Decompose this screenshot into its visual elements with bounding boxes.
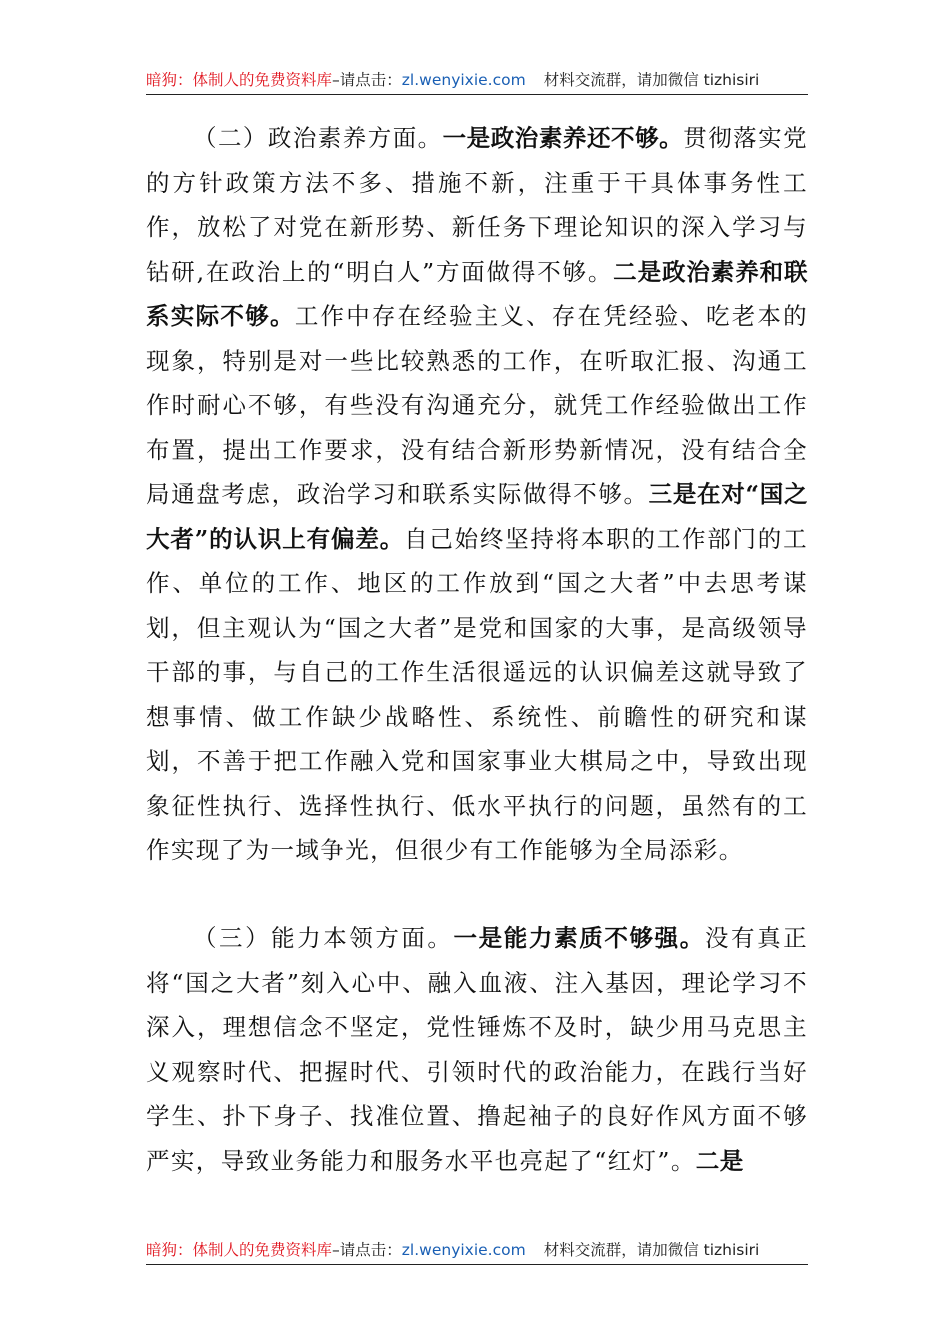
para2-point-1: 一是能力素质不够强。 bbox=[453, 924, 705, 952]
paragraph-capability bbox=[146, 916, 808, 1183]
header-click-prompt: –请点击： bbox=[332, 71, 402, 89]
footer-site-link[interactable]: zl.wenyixie.com bbox=[401, 1241, 526, 1259]
footer-brand-text[interactable]: 暗狗：体制人的免费资料库 bbox=[146, 1241, 333, 1259]
para1-text-1: 贯彻落实党的方针政策方法不多、措施不新，注重于干具体事务性工作，放松了对党在新形势、新任务下理论知识的深入学习与钻研,在政治上的“明白人”方面做得不够。 bbox=[146, 124, 808, 286]
para2-point-2: 二是 bbox=[695, 1146, 744, 1175]
para2-heading: （三）能力本领方面。 bbox=[193, 924, 454, 952]
footer-click-prompt: –请点击： bbox=[332, 1241, 402, 1259]
header-site-link[interactable]: zl.wenyixie.com bbox=[401, 71, 526, 89]
footer-banner bbox=[146, 1236, 808, 1265]
para1-text-3: 自己始终坚持将本职的工作部门的工作、单位的工作、地区的工作放到“国之大者”中去思考谋划，但主观认为“国之大者”是党和国家的大事，是高级领导干部的事，与自己的工作生活很遥远的认识偏差这就导致了想事情、做工作缺少战略性、系统性、前瞻性的研究和谋划，不善于把工作融入党和国家事业大棋局之中，导致出现象征性执行、选择性执行、低水平执行的问题，虽然有的工作实现了为一域争光，但很少有工作能够为全局添彩。 bbox=[146, 524, 808, 864]
para1-text-2: 工作中存在经验主义、存在凭经验、吃老本的现象，特别是对一些比较熟悉的工作，在听取汇报、沟通工作时耐心不够，有些没有沟通充分，就凭工作经验做出工作布置，提出工作要求，没有结合新形势新情况，没有结合全局通盘考虑，政治学习和联系实际做得不够。 bbox=[146, 302, 809, 508]
footer-group-note: 材料交流群，请加微信 tizhisiri bbox=[543, 1241, 760, 1259]
para2-text-1: 没有真正将“国之大者”刻入心中、融入血液、注入基因，理论学习不深入，理想信念不坚定，党性锤炼不及时，缺少用马克思主义观察时代、把握时代、引领时代的政治能力，在践行当好学生、扑下身子、找准位置、撸起袖子的良好作风方面不够严实，导致业务能力和服务水平也亮起了“红灯”。 bbox=[146, 924, 809, 1175]
para1-point-1: 一是政治素养还不够。 bbox=[442, 124, 684, 152]
para1-point-2: 二是政治素养和联系实际不够。 bbox=[146, 257, 809, 330]
para1-point-3: 三是在对“国之大者”的认识上有偏差。 bbox=[146, 480, 808, 553]
header-brand-text[interactable]: 暗狗：体制人的免费资料库 bbox=[146, 71, 333, 89]
header-group-note: 材料交流群，请加微信 tizhisiri bbox=[543, 71, 760, 89]
paragraph-political-literacy bbox=[146, 116, 808, 873]
header-banner bbox=[146, 66, 808, 95]
para1-heading: （二）政治素养方面。 bbox=[193, 124, 443, 152]
